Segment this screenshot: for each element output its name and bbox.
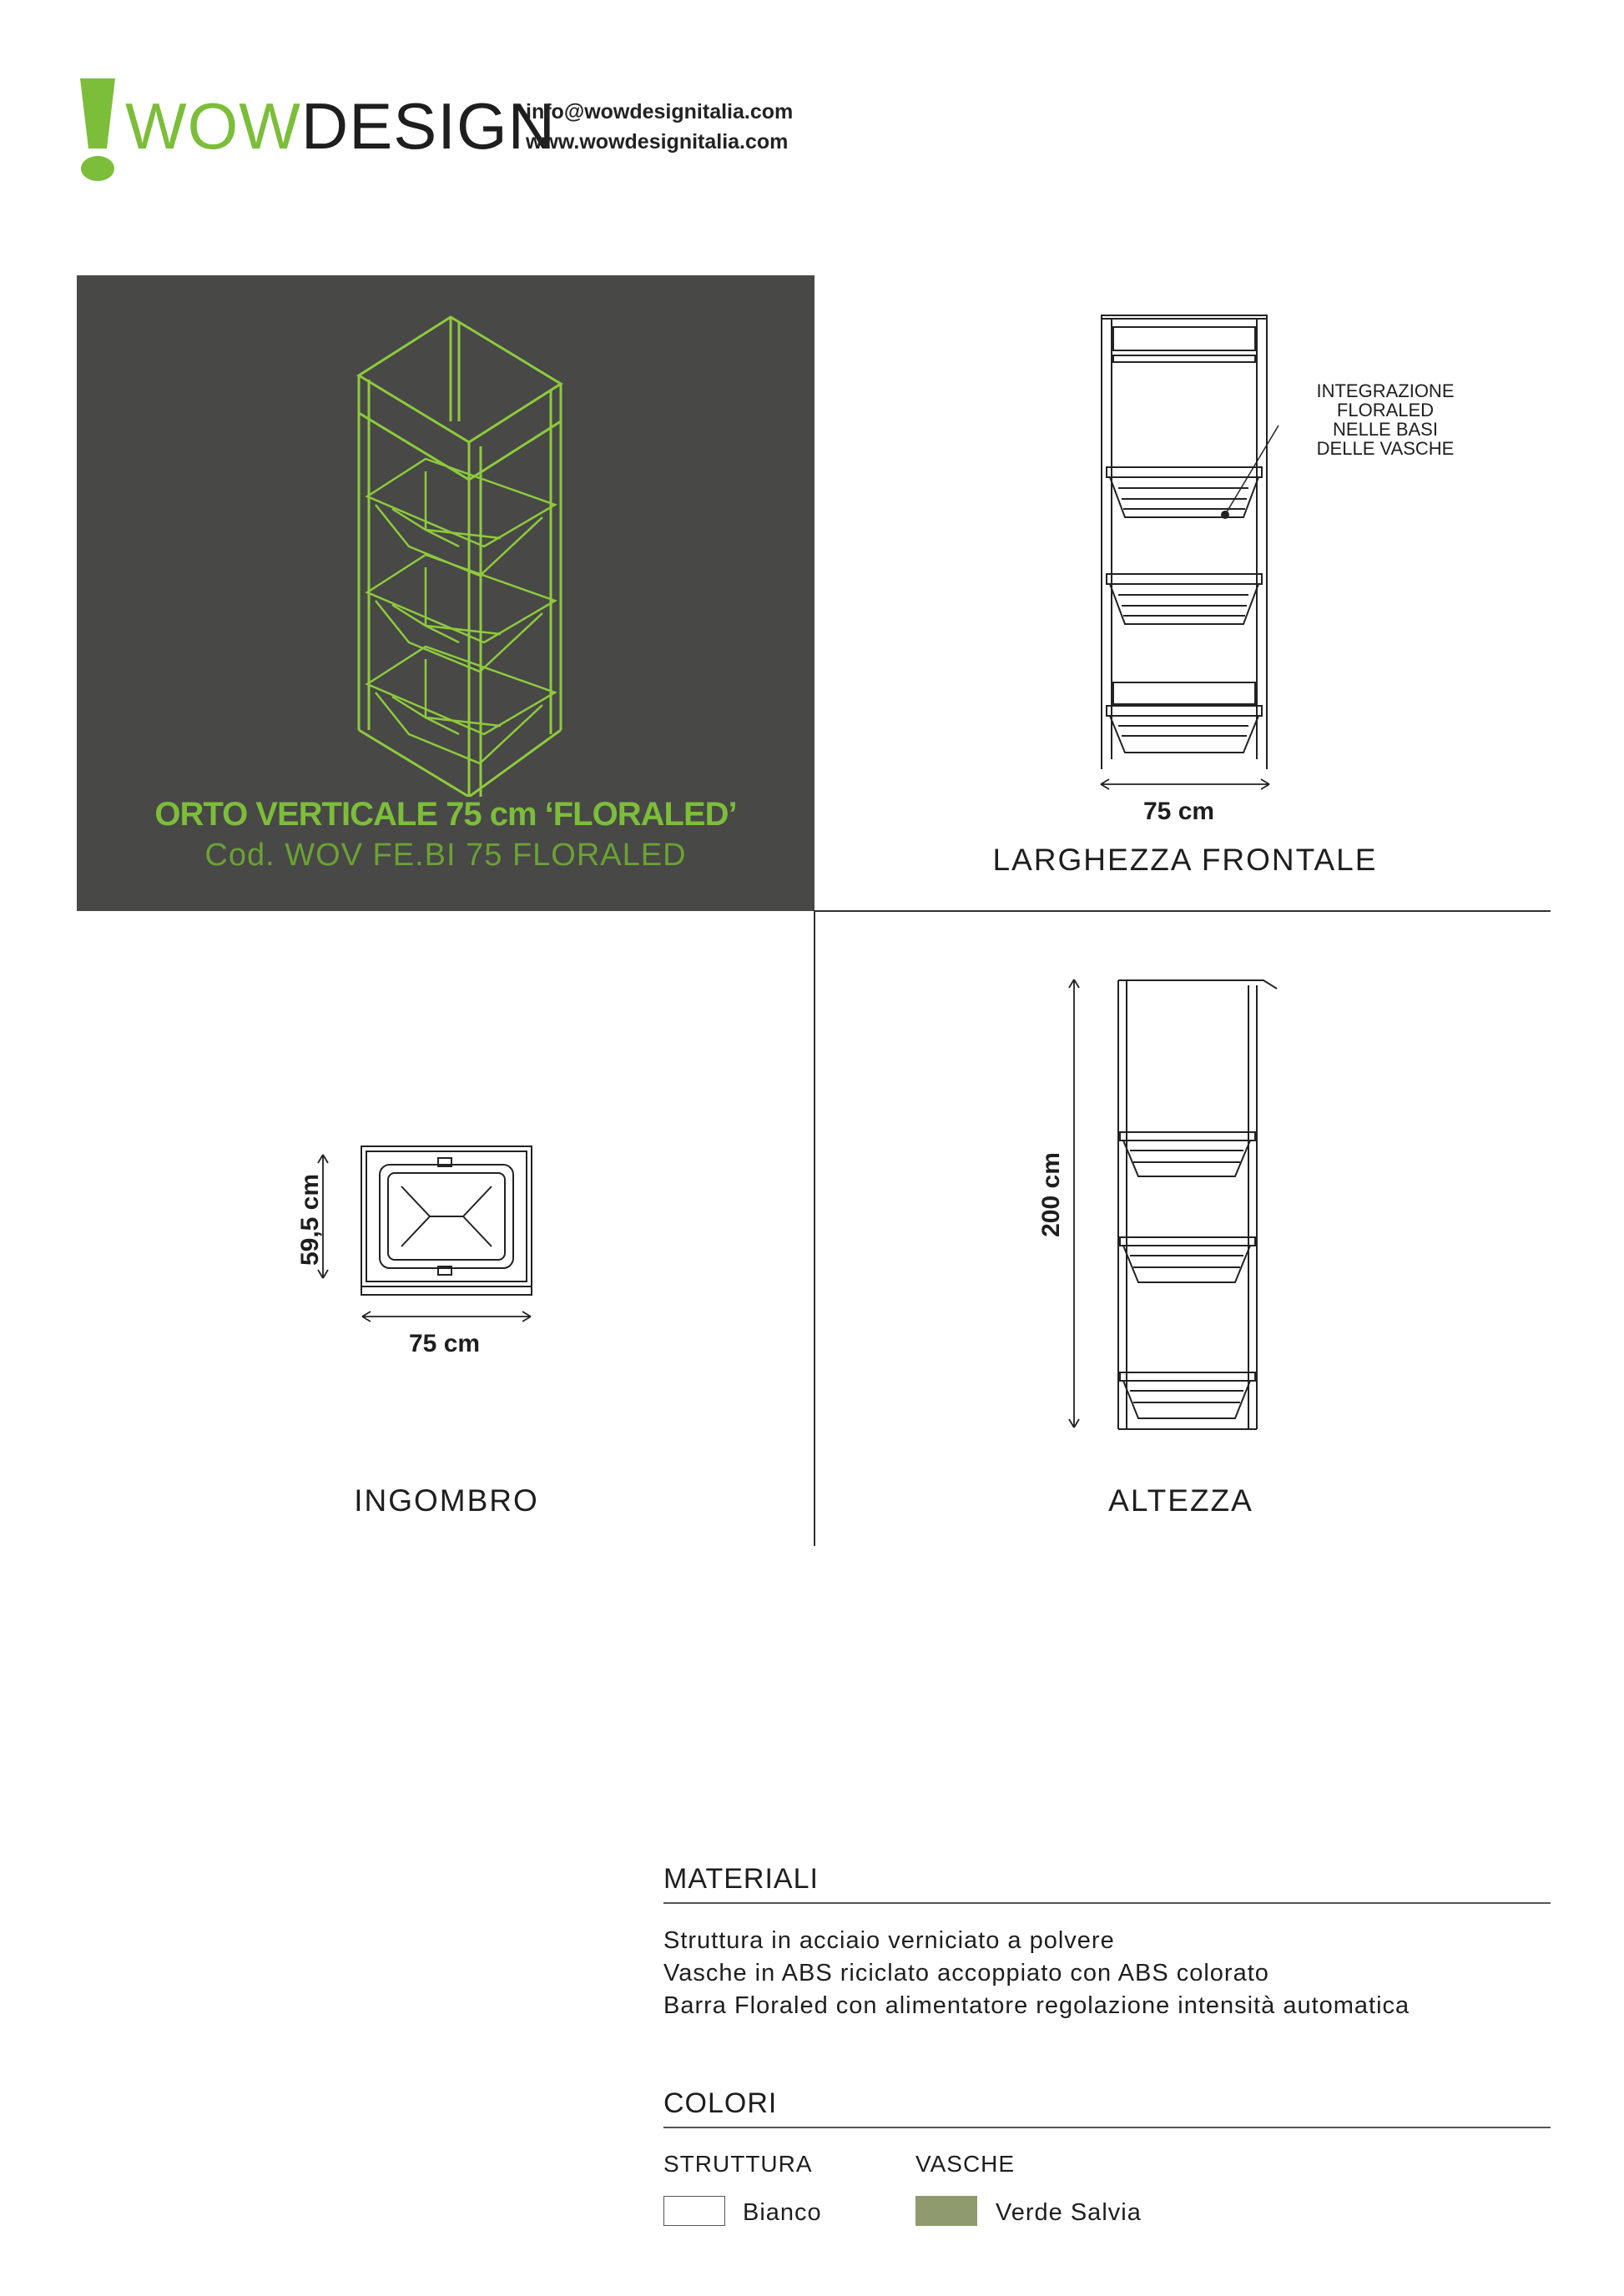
vasche-swatch (915, 2196, 977, 2226)
logo-exclamation-icon (77, 78, 119, 182)
front-width-arrow (1097, 776, 1273, 793)
material-line: Barra Floraled con alimentatore regolazione intensità automatica (663, 1992, 1410, 2019)
front-view-drawing (1085, 309, 1285, 776)
struttura-label: STRUTTURA (663, 2151, 813, 2177)
footprint-width-label: 75 cm (409, 1330, 481, 1357)
materials-rule (663, 1902, 1551, 1904)
footprint-depth-label: 59,5 cm (296, 1173, 324, 1266)
materials-heading: MATERIALI (663, 1863, 819, 1895)
colors-rule (663, 2127, 1551, 2128)
contact-website[interactable]: www.wowdesignitalia.com (526, 130, 789, 154)
footprint-caption: INGOMBRO (354, 1483, 539, 1518)
material-line: Struttura in acciaio verniciato a polvere (663, 1927, 1115, 1954)
height-caption: ALTEZZA (1108, 1483, 1253, 1518)
note-line: DELLE VASCHE (1316, 438, 1455, 459)
height-label: 200 cm (1037, 1152, 1065, 1237)
note-line: INTEGRAZIONE (1316, 380, 1455, 401)
contact-email[interactable]: info@wowdesignitalia.com (526, 100, 794, 123)
footprint-width-arrow (359, 1308, 534, 1325)
note-line: NELLE BASI (1333, 419, 1438, 440)
product-isometric-drawing (334, 296, 584, 797)
colors-heading: COLORI (663, 2087, 778, 2119)
vasche-color-name: Verde Salvia (996, 2199, 1142, 2226)
brand-design: DESIGN (300, 89, 556, 163)
front-view-caption: LARGHEZZA FRONTALE (992, 843, 1378, 877)
vasche-label: VASCHE (915, 2151, 1016, 2177)
material-line: Vasche in ABS riciclato accoppiato con ABS colorato (663, 1960, 1269, 1986)
struttura-color-name: Bianco (743, 2199, 822, 2226)
note-line: FLORALED (1336, 400, 1435, 420)
struttura-swatch (663, 2196, 725, 2226)
product-title: ORTO VERTICALE 75 cm ‘FLORALED’ (154, 796, 737, 833)
product-code: Cod. WOV FE.BI 75 FLORALED (204, 838, 687, 873)
footprint-drawing (355, 1143, 538, 1297)
floraled-note (1289, 381, 1481, 458)
brand-wow: WOW (125, 89, 301, 163)
divider-horizontal (815, 910, 1551, 912)
height-arrow (1064, 976, 1084, 1431)
side-view-drawing (1110, 972, 1285, 1439)
divider-vertical (814, 910, 815, 1546)
front-width-label: 75 cm (1143, 798, 1215, 825)
brand-logo (125, 89, 556, 163)
